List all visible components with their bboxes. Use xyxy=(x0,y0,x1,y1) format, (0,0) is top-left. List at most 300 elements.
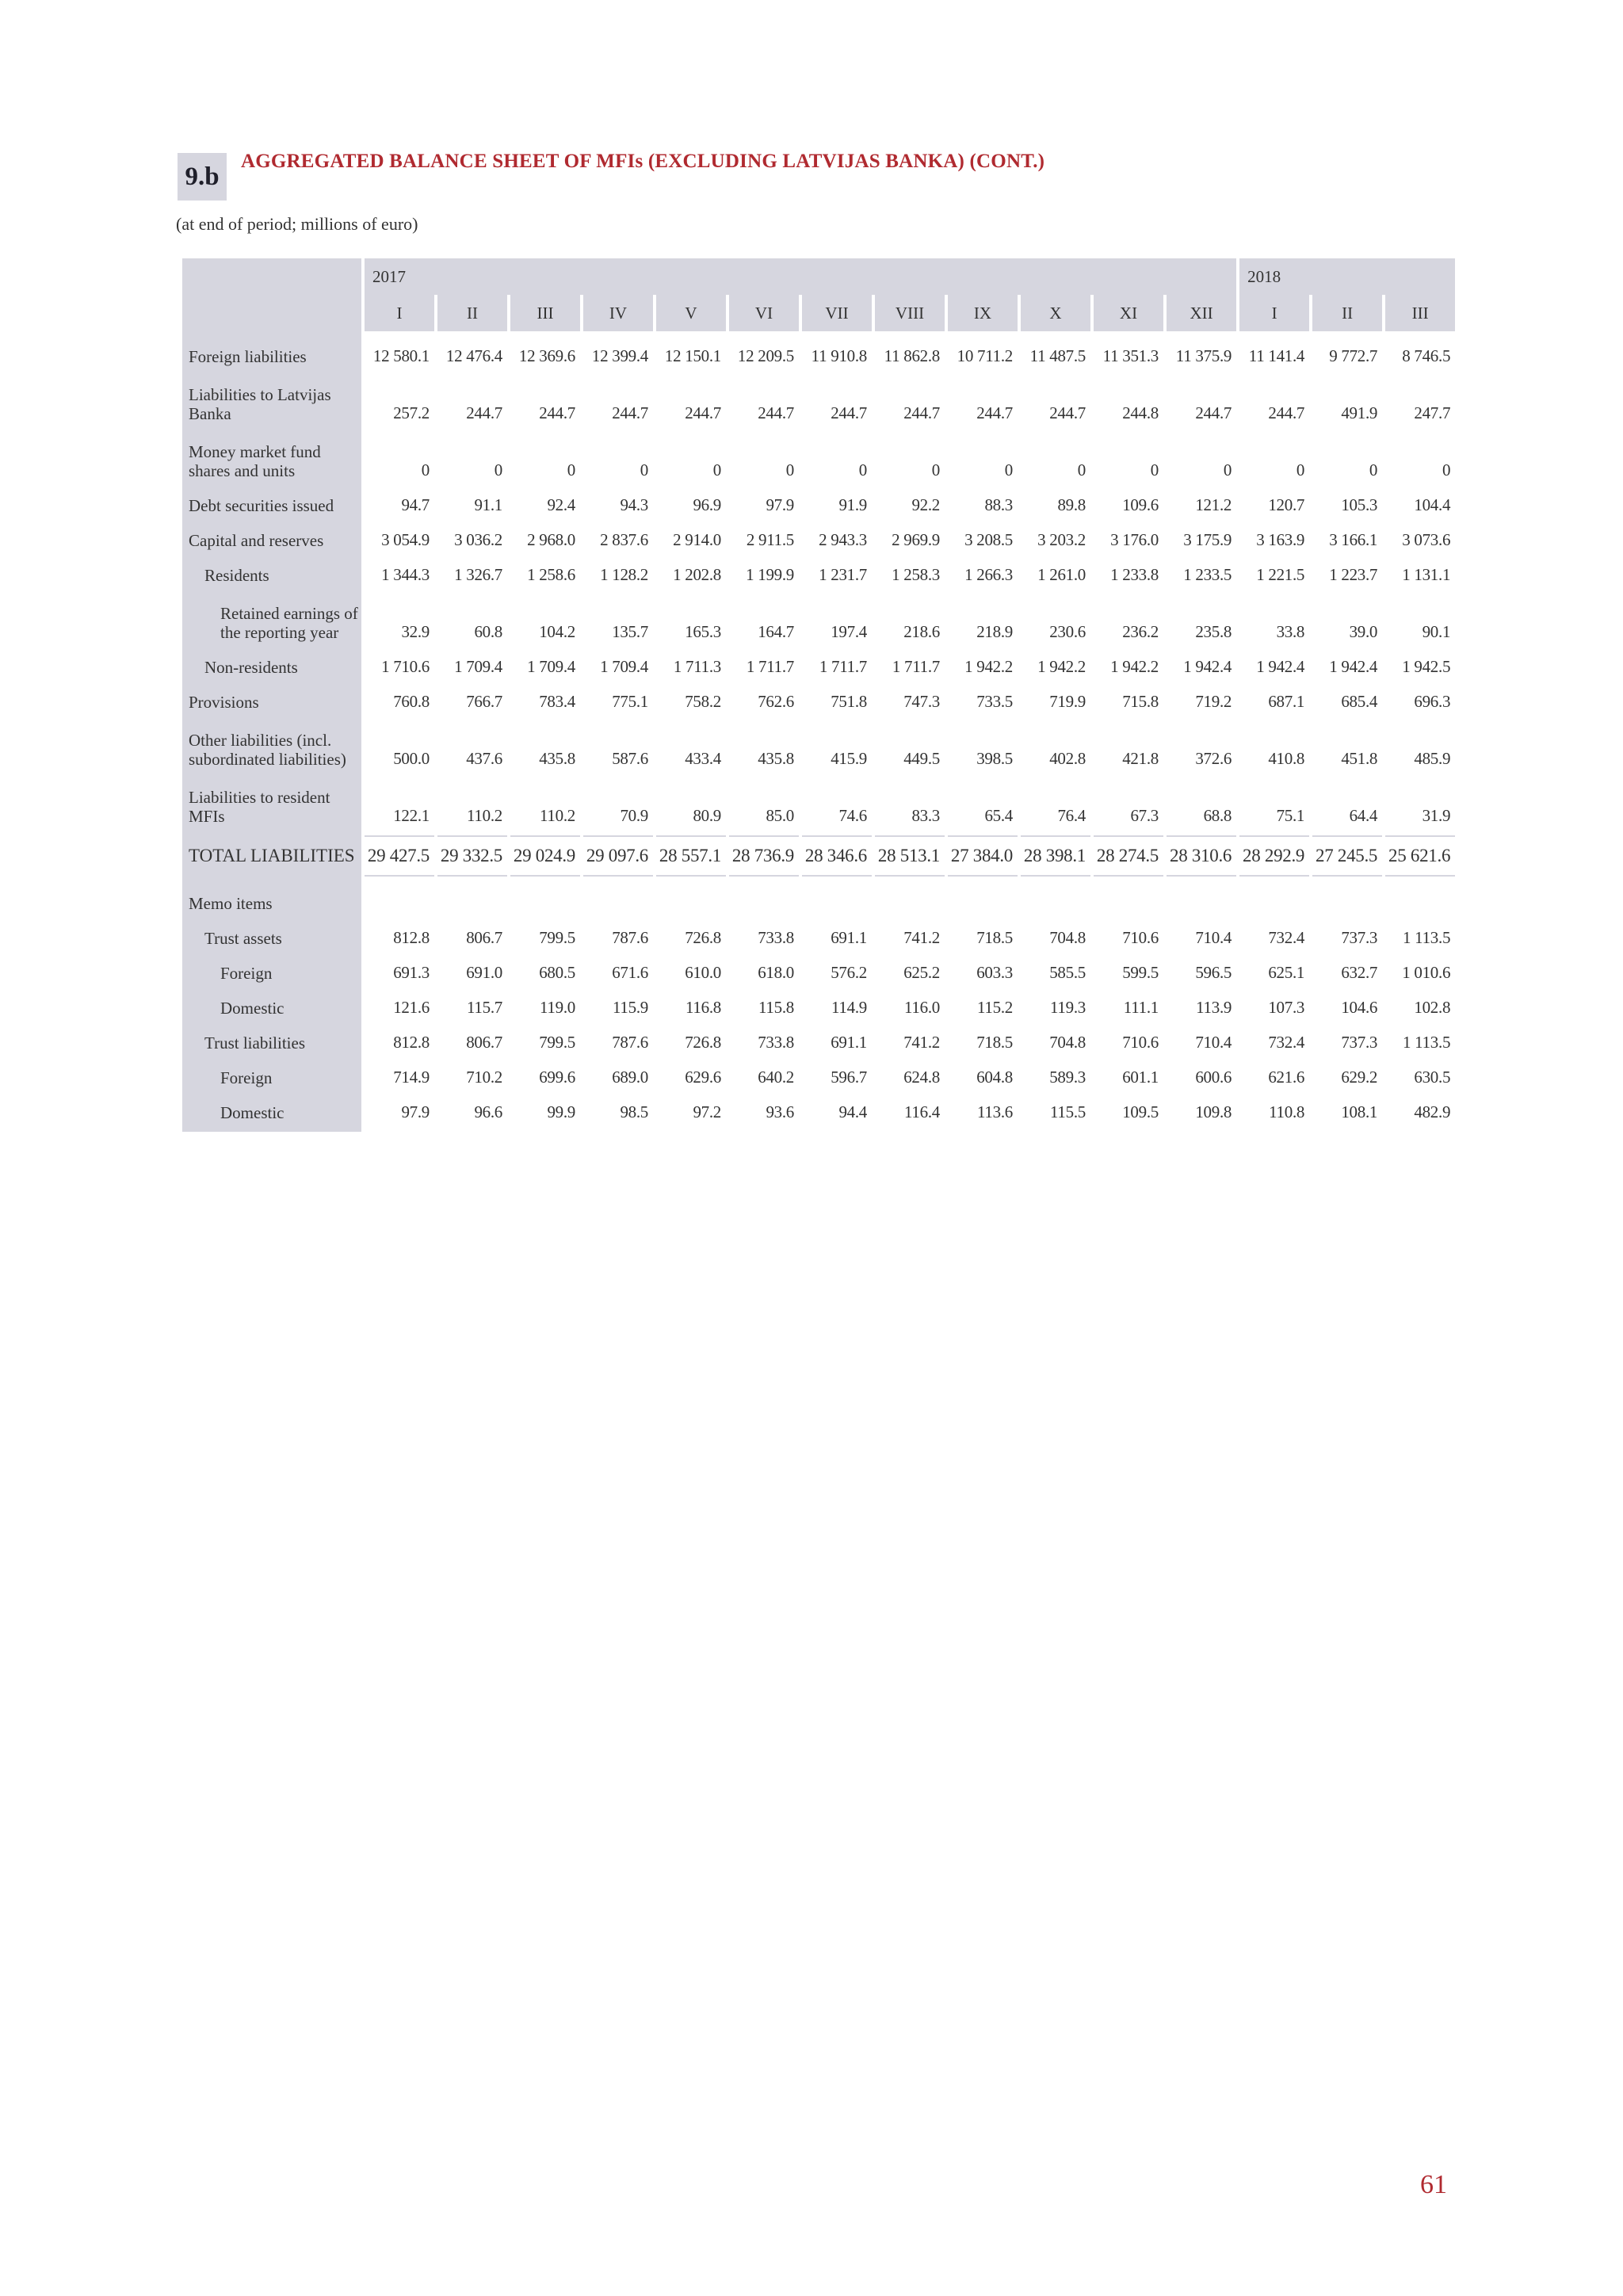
value-cell: 760.8 xyxy=(393,692,430,711)
value-cell: 39.0 xyxy=(1349,622,1378,641)
value-cell: 783.4 xyxy=(539,692,575,711)
value-cell: 3 054.9 xyxy=(381,530,430,549)
value-cell: 733.8 xyxy=(758,1033,794,1052)
value-cell: 105.3 xyxy=(1341,495,1378,514)
value-cell: 1 942.4 xyxy=(1256,657,1305,676)
value-cell: 29 024.9 xyxy=(510,835,580,877)
value-cell: 119.0 xyxy=(540,998,575,1017)
value-cell: 164.7 xyxy=(758,622,794,641)
value-cell: 244.8 xyxy=(1122,403,1159,422)
value-cell: 116.4 xyxy=(904,1102,940,1121)
value-cell: 92.2 xyxy=(911,495,940,514)
value-cell: 1 711.7 xyxy=(819,657,867,676)
value-cell: 1 231.7 xyxy=(819,565,867,584)
value-cell: 1 202.8 xyxy=(673,565,721,584)
value-cell: 11 862.8 xyxy=(884,346,940,365)
page-number: 61 xyxy=(1420,2170,1447,2199)
value-cell: 624.8 xyxy=(903,1068,940,1087)
value-cell: 10 711.2 xyxy=(957,346,1013,365)
table-row xyxy=(182,428,1455,485)
value-cell: 32.9 xyxy=(401,622,430,641)
value-cell: 27 384.0 xyxy=(948,835,1018,877)
spacer-row xyxy=(182,1127,1455,1132)
value-cell: 0 xyxy=(1150,460,1159,479)
value-cell: 244.7 xyxy=(612,403,648,422)
month-header: III xyxy=(510,295,580,331)
value-cell xyxy=(510,1127,580,1132)
value-cell: 109.6 xyxy=(1122,495,1159,514)
value-cell: 3 166.1 xyxy=(1329,530,1378,549)
row-label: Memo items xyxy=(182,877,361,918)
value-cell: 244.7 xyxy=(1268,403,1305,422)
value-cell: 33.8 xyxy=(1276,622,1305,641)
value-cell: 737.3 xyxy=(1341,1033,1378,1052)
total-row xyxy=(182,835,1455,877)
value-cell: 1 711.3 xyxy=(673,657,721,676)
value-cell: 80.9 xyxy=(693,806,721,825)
value-cell: 787.6 xyxy=(612,1033,648,1052)
table-row xyxy=(182,555,1455,590)
value-cell: 437.6 xyxy=(466,749,502,768)
value-cell: 691.1 xyxy=(831,1033,867,1052)
value-cell: 451.8 xyxy=(1341,749,1378,768)
value-cell: 9 772.7 xyxy=(1329,346,1378,365)
memo-row xyxy=(182,1092,1455,1127)
value-cell: 719.2 xyxy=(1195,692,1232,711)
value-cell: 90.1 xyxy=(1422,622,1451,641)
value-cell: 0 xyxy=(494,460,502,479)
value-cell: 218.6 xyxy=(903,622,940,641)
value-cell: 92.4 xyxy=(547,495,575,514)
row-label: Trust assets xyxy=(182,918,361,953)
value-cell: 491.9 xyxy=(1341,403,1378,422)
value-cell: 29 427.5 xyxy=(365,835,434,877)
month-header: XII xyxy=(1167,295,1236,331)
value-cell: 687.1 xyxy=(1268,692,1305,711)
value-cell: 1 131.1 xyxy=(1402,565,1451,584)
month-header: X xyxy=(1021,295,1090,331)
value-cell: 1 942.4 xyxy=(1329,657,1378,676)
memo-row xyxy=(182,1057,1455,1092)
value-cell xyxy=(1094,1127,1163,1132)
value-cell: 1 709.4 xyxy=(527,657,575,676)
value-cell: 115.8 xyxy=(758,998,794,1017)
year-header: 2018 xyxy=(1239,258,1455,295)
month-header-row xyxy=(182,295,1455,331)
table-row xyxy=(182,682,1455,716)
value-cell: 12 209.5 xyxy=(737,346,794,365)
value-cell: 787.6 xyxy=(612,928,648,947)
value-cell: 587.6 xyxy=(612,749,648,768)
value-cell: 710.2 xyxy=(466,1068,502,1087)
value-cell xyxy=(656,1127,726,1132)
value-cell: 599.5 xyxy=(1122,963,1159,982)
row-label: Trust liabilities xyxy=(182,1022,361,1057)
value-cell: 99.9 xyxy=(547,1102,575,1121)
value-cell: 3 208.5 xyxy=(964,530,1013,549)
value-cell: 236.2 xyxy=(1122,622,1159,641)
value-cell: 3 073.6 xyxy=(1402,530,1451,549)
table-row xyxy=(182,371,1455,428)
value-cell: 3 163.9 xyxy=(1256,530,1305,549)
value-cell: 402.8 xyxy=(1049,749,1086,768)
value-cell: 104.6 xyxy=(1341,998,1378,1017)
value-cell: 775.1 xyxy=(612,692,648,711)
value-cell: 629.2 xyxy=(1341,1068,1378,1087)
value-cell: 632.7 xyxy=(1341,963,1378,982)
value-cell: 704.8 xyxy=(1049,1033,1086,1052)
value-cell: 0 xyxy=(712,460,721,479)
value-cell: 65.4 xyxy=(984,806,1013,825)
row-label xyxy=(182,1127,361,1132)
month-header: I xyxy=(1239,295,1309,331)
value-cell: 435.8 xyxy=(539,749,575,768)
value-cell: 244.7 xyxy=(1049,403,1086,422)
value-cell: 699.6 xyxy=(539,1068,575,1087)
year-header: 2017 xyxy=(365,258,1236,295)
value-cell: 1 942.5 xyxy=(1402,657,1451,676)
value-cell: 98.5 xyxy=(620,1102,648,1121)
value-cell: 799.5 xyxy=(539,928,575,947)
value-cell: 29 097.6 xyxy=(583,835,653,877)
header-corner xyxy=(182,258,361,331)
value-cell: 3 176.0 xyxy=(1110,530,1159,549)
value-cell: 719.9 xyxy=(1049,692,1086,711)
value-cell: 11 910.8 xyxy=(811,346,867,365)
value-cell: 111.1 xyxy=(1123,998,1159,1017)
table-row xyxy=(182,336,1455,371)
value-cell: 70.9 xyxy=(620,806,648,825)
value-cell: 596.7 xyxy=(831,1068,867,1087)
value-cell: 715.8 xyxy=(1122,692,1159,711)
value-cell: 576.2 xyxy=(831,963,867,982)
value-cell: 601.1 xyxy=(1122,1068,1159,1087)
value-cell: 113.6 xyxy=(977,1102,1013,1121)
value-cell: 27 245.5 xyxy=(1312,835,1382,877)
value-cell: 2 943.3 xyxy=(819,530,867,549)
value-cell: 96.6 xyxy=(474,1102,502,1121)
value-cell: 1 128.2 xyxy=(600,565,648,584)
value-cell xyxy=(437,1127,507,1132)
month-header: VI xyxy=(729,295,799,331)
value-cell: 67.3 xyxy=(1130,806,1159,825)
row-label: Money market fund shares and units xyxy=(182,428,361,485)
value-cell: 94.3 xyxy=(620,495,648,514)
value-cell xyxy=(1239,1127,1309,1132)
value-cell: 766.7 xyxy=(466,692,502,711)
value-cell: 603.3 xyxy=(976,963,1013,982)
value-cell xyxy=(365,877,434,918)
value-cell: 12 150.1 xyxy=(664,346,721,365)
value-cell: 2 911.5 xyxy=(746,530,794,549)
value-cell: 12 399.4 xyxy=(591,346,648,365)
value-cell: 1 258.3 xyxy=(892,565,940,584)
value-cell: 97.9 xyxy=(401,1102,430,1121)
row-label: Foreign xyxy=(182,1057,361,1092)
month-header: V xyxy=(656,295,726,331)
value-cell: 485.9 xyxy=(1414,749,1451,768)
value-cell: 74.6 xyxy=(838,806,867,825)
value-cell: 116.0 xyxy=(904,998,940,1017)
value-cell: 625.1 xyxy=(1268,963,1305,982)
value-cell: 121.6 xyxy=(393,998,430,1017)
value-cell: 1 199.9 xyxy=(746,565,794,584)
value-cell: 710.6 xyxy=(1122,928,1159,947)
value-cell xyxy=(1021,877,1090,918)
value-cell xyxy=(583,877,653,918)
value-cell: 235.8 xyxy=(1195,622,1232,641)
value-cell: 1 709.4 xyxy=(600,657,648,676)
value-cell xyxy=(1167,877,1236,918)
value-cell: 691.1 xyxy=(831,928,867,947)
value-cell: 1 942.2 xyxy=(964,657,1013,676)
value-cell: 107.3 xyxy=(1268,998,1305,1017)
row-label: Liabilities to Latvijas Banka xyxy=(182,371,361,428)
value-cell: 244.7 xyxy=(831,403,867,422)
value-cell: 25 621.6 xyxy=(1385,835,1455,877)
value-cell: 762.6 xyxy=(758,692,794,711)
value-cell: 1 113.5 xyxy=(1403,1033,1451,1052)
value-cell xyxy=(1239,877,1309,918)
value-cell xyxy=(437,877,507,918)
value-cell: 60.8 xyxy=(474,622,502,641)
value-cell: 3 175.9 xyxy=(1183,530,1232,549)
value-cell: 102.8 xyxy=(1414,998,1451,1017)
value-cell: 28 398.1 xyxy=(1021,835,1090,877)
table-subtitle: (at end of period; millions of euro) xyxy=(176,214,418,234)
value-cell xyxy=(1312,877,1382,918)
row-label: Provisions xyxy=(182,682,361,716)
value-cell: 83.3 xyxy=(911,806,940,825)
value-cell: 76.4 xyxy=(1057,806,1086,825)
value-cell: 0 xyxy=(1223,460,1232,479)
value-cell xyxy=(1385,1127,1455,1132)
month-header: I xyxy=(365,295,434,331)
value-cell: 751.8 xyxy=(831,692,867,711)
value-cell: 733.5 xyxy=(976,692,1013,711)
memo-row xyxy=(182,988,1455,1022)
value-cell: 710.4 xyxy=(1195,1033,1232,1052)
month-header: II xyxy=(1312,295,1382,331)
value-cell: 110.2 xyxy=(467,806,502,825)
value-cell: 714.9 xyxy=(393,1068,430,1087)
value-cell: 11 375.9 xyxy=(1175,346,1232,365)
value-cell: 244.7 xyxy=(903,403,940,422)
value-cell: 135.7 xyxy=(612,622,648,641)
value-cell: 1 223.7 xyxy=(1329,565,1378,584)
value-cell: 122.1 xyxy=(393,806,430,825)
value-cell: 689.0 xyxy=(612,1068,648,1087)
value-cell: 0 xyxy=(640,460,648,479)
value-cell xyxy=(875,1127,945,1132)
value-cell: 671.6 xyxy=(612,963,648,982)
row-label: Foreign liabilities xyxy=(182,336,361,371)
value-cell: 415.9 xyxy=(831,749,867,768)
value-cell: 3 036.2 xyxy=(454,530,502,549)
value-cell xyxy=(365,1127,434,1132)
value-cell: 11 351.3 xyxy=(1102,346,1159,365)
value-cell: 0 xyxy=(931,460,940,479)
value-cell: 114.9 xyxy=(831,998,867,1017)
value-cell: 89.8 xyxy=(1057,495,1086,514)
month-header: VIII xyxy=(875,295,945,331)
value-cell: 121.2 xyxy=(1195,495,1232,514)
value-cell: 28 736.9 xyxy=(729,835,799,877)
value-cell: 12 580.1 xyxy=(372,346,430,365)
value-cell: 28 274.5 xyxy=(1094,835,1163,877)
value-cell: 589.3 xyxy=(1049,1068,1086,1087)
value-cell: 247.7 xyxy=(1414,403,1451,422)
value-cell: 799.5 xyxy=(539,1033,575,1052)
row-label: Other liabilities (incl. subordinated liabilities) xyxy=(182,716,361,774)
value-cell: 500.0 xyxy=(393,749,430,768)
year-header-row xyxy=(182,258,1455,295)
value-cell: 621.6 xyxy=(1268,1068,1305,1087)
value-cell: 1 221.5 xyxy=(1256,565,1305,584)
value-cell xyxy=(729,1127,799,1132)
value-cell: 28 346.6 xyxy=(802,835,872,877)
row-label: Residents xyxy=(182,555,361,590)
value-cell: 732.4 xyxy=(1268,1033,1305,1052)
value-cell xyxy=(948,1127,1018,1132)
value-cell: 110.2 xyxy=(540,806,575,825)
row-label: Non-residents xyxy=(182,647,361,682)
table-number-badge: 9.b xyxy=(178,153,227,201)
value-cell: 812.8 xyxy=(393,928,430,947)
value-cell: 244.7 xyxy=(466,403,502,422)
value-cell: 435.8 xyxy=(758,749,794,768)
value-cell xyxy=(729,877,799,918)
value-cell: 710.6 xyxy=(1122,1033,1159,1052)
value-cell: 115.9 xyxy=(613,998,648,1017)
value-cell: 1 266.3 xyxy=(964,565,1013,584)
value-cell: 596.5 xyxy=(1195,963,1232,982)
value-cell: 2 837.6 xyxy=(600,530,648,549)
value-cell: 104.4 xyxy=(1414,495,1451,514)
value-cell: 585.5 xyxy=(1049,963,1086,982)
value-cell: 93.6 xyxy=(766,1102,794,1121)
value-cell: 96.9 xyxy=(693,495,721,514)
value-cell: 0 xyxy=(1077,460,1086,479)
value-cell: 257.2 xyxy=(393,403,430,422)
value-cell: 85.0 xyxy=(766,806,794,825)
value-cell: 119.3 xyxy=(1050,998,1086,1017)
value-cell: 97.9 xyxy=(766,495,794,514)
value-cell: 91.1 xyxy=(474,495,502,514)
value-cell: 244.7 xyxy=(976,403,1013,422)
value-cell: 230.6 xyxy=(1049,622,1086,641)
row-label: Domestic xyxy=(182,988,361,1022)
value-cell: 704.8 xyxy=(1049,928,1086,947)
value-cell: 758.2 xyxy=(685,692,721,711)
value-cell: 88.3 xyxy=(984,495,1013,514)
value-cell: 629.6 xyxy=(685,1068,721,1087)
value-cell: 12 369.6 xyxy=(518,346,575,365)
value-cell: 1 711.7 xyxy=(892,657,940,676)
row-label: Debt securities issued xyxy=(182,485,361,520)
value-cell: 218.9 xyxy=(976,622,1013,641)
value-cell: 120.7 xyxy=(1268,495,1305,514)
value-cell xyxy=(510,877,580,918)
value-cell: 28 310.6 xyxy=(1167,835,1236,877)
value-cell: 91.9 xyxy=(838,495,867,514)
value-cell xyxy=(875,877,945,918)
value-cell: 11 487.5 xyxy=(1029,346,1086,365)
value-cell xyxy=(948,877,1018,918)
value-cell: 244.7 xyxy=(758,403,794,422)
value-cell: 29 332.5 xyxy=(437,835,507,877)
value-cell: 449.5 xyxy=(903,749,940,768)
value-cell: 94.4 xyxy=(838,1102,867,1121)
value-cell: 737.3 xyxy=(1341,928,1378,947)
value-cell: 1 113.5 xyxy=(1403,928,1451,947)
memo-row xyxy=(182,1022,1455,1057)
value-cell: 741.2 xyxy=(903,1033,940,1052)
value-cell: 1 711.7 xyxy=(746,657,794,676)
value-cell: 75.1 xyxy=(1276,806,1305,825)
value-cell: 3 203.2 xyxy=(1037,530,1086,549)
value-cell: 28 513.1 xyxy=(875,835,945,877)
value-cell: 1 326.7 xyxy=(454,565,502,584)
row-label: TOTAL LIABILITIES xyxy=(182,835,361,877)
value-cell: 1 710.6 xyxy=(381,657,430,676)
value-cell: 28 557.1 xyxy=(656,835,726,877)
table-row xyxy=(182,647,1455,682)
value-cell: 1 233.5 xyxy=(1183,565,1232,584)
value-cell: 244.7 xyxy=(539,403,575,422)
value-cell: 68.8 xyxy=(1203,806,1232,825)
value-cell: 0 xyxy=(567,460,575,479)
value-cell: 0 xyxy=(1004,460,1013,479)
table-row xyxy=(182,485,1455,520)
table-row xyxy=(182,520,1455,555)
value-cell: 610.0 xyxy=(685,963,721,982)
value-cell: 8 746.5 xyxy=(1402,346,1451,365)
value-cell: 31.9 xyxy=(1422,806,1451,825)
value-cell: 372.6 xyxy=(1195,749,1232,768)
month-header: XI xyxy=(1094,295,1163,331)
value-cell: 482.9 xyxy=(1414,1102,1451,1121)
month-header: II xyxy=(437,295,507,331)
table-title: AGGREGATED BALANCE SHEET OF MFIs (EXCLUDING LATVIJAS BANKA) (CONT.) xyxy=(241,151,1045,172)
value-cell: 747.3 xyxy=(903,692,940,711)
value-cell: 732.4 xyxy=(1268,928,1305,947)
value-cell: 64.4 xyxy=(1349,806,1378,825)
value-cell: 2 914.0 xyxy=(673,530,721,549)
value-cell: 0 xyxy=(858,460,867,479)
value-cell: 1 344.3 xyxy=(381,565,430,584)
value-cell: 104.2 xyxy=(539,622,575,641)
value-cell: 97.2 xyxy=(693,1102,721,1121)
value-cell: 710.4 xyxy=(1195,928,1232,947)
value-cell: 1 942.2 xyxy=(1037,657,1086,676)
table-row xyxy=(182,774,1455,831)
table-row xyxy=(182,590,1455,647)
value-cell: 94.7 xyxy=(401,495,430,514)
value-cell: 433.4 xyxy=(685,749,721,768)
value-cell: 2 969.9 xyxy=(892,530,940,549)
value-cell: 1 709.4 xyxy=(454,657,502,676)
value-cell: 1 942.4 xyxy=(1183,657,1232,676)
value-cell: 1 258.6 xyxy=(527,565,575,584)
value-cell: 726.8 xyxy=(685,1033,721,1052)
value-cell: 12 476.4 xyxy=(445,346,502,365)
value-cell: 0 xyxy=(1442,460,1451,479)
table-row xyxy=(182,716,1455,774)
value-cell: 1 010.6 xyxy=(1402,963,1451,982)
value-cell: 691.3 xyxy=(393,963,430,982)
value-cell: 244.7 xyxy=(685,403,721,422)
